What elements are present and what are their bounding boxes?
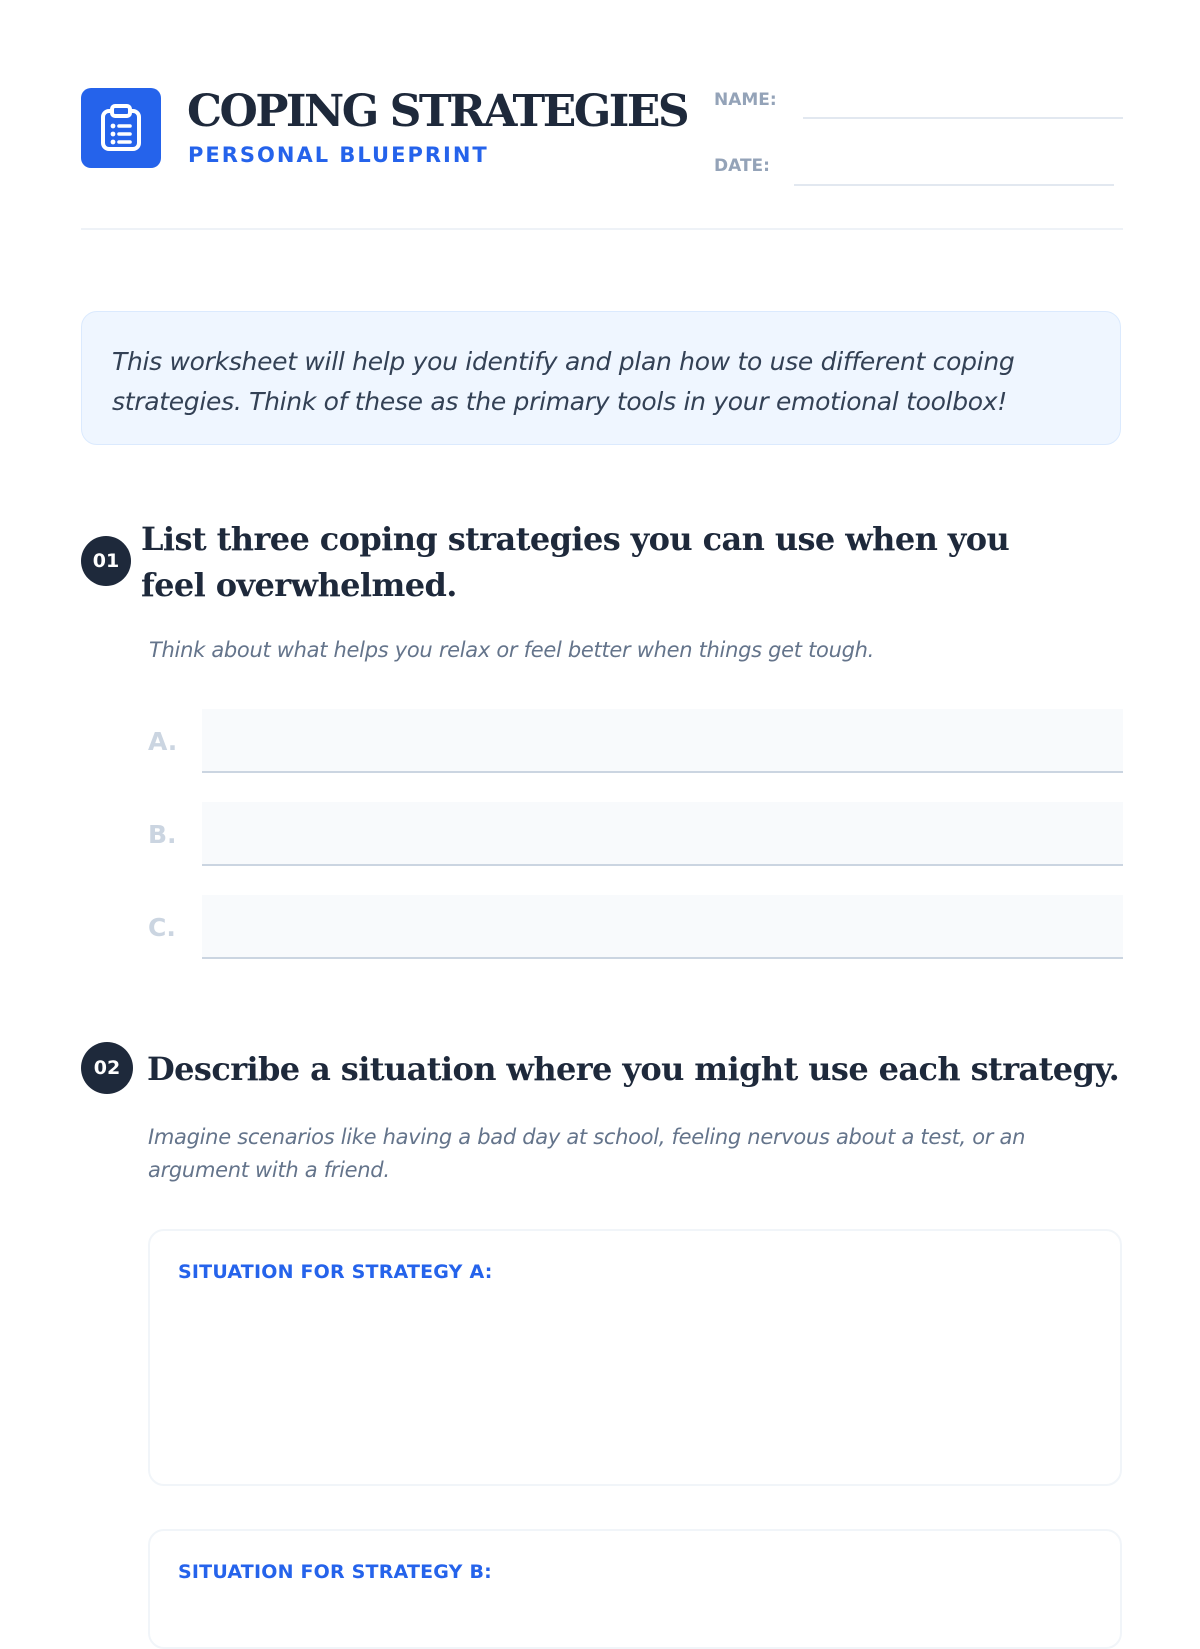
situation-b-box[interactable] (148, 1529, 1122, 1649)
name-field[interactable] (803, 117, 1123, 119)
name-label: NAME: (714, 90, 777, 110)
answer-c-label: C. (148, 913, 176, 942)
intro-text: This worksheet will help you identify and plan how to use different coping strategies. Think of these as the primary tools in your emotional toolbox! (112, 347, 1015, 416)
answer-a-field[interactable] (202, 709, 1123, 773)
clipboard-list-icon (81, 88, 161, 168)
question-1-title: List three coping strategies you can use when you feel overwhelmed. (141, 520, 1010, 604)
header-divider (81, 228, 1123, 230)
page-subtitle: PERSONAL BLUEPRINT (188, 143, 489, 167)
answer-b-label: B. (148, 820, 177, 849)
intro-callout (81, 311, 1121, 445)
situation-b-label: SITUATION FOR STRATEGY B: (178, 1561, 492, 1583)
answer-b-field[interactable] (202, 802, 1123, 866)
situation-a-label: SITUATION FOR STRATEGY A: (178, 1261, 493, 1283)
answer-a-label: A. (148, 727, 178, 756)
question-2-hint: Imagine scenarios like having a bad day at school, feeling nervous about a test, or an argument with a friend. (148, 1125, 1026, 1182)
date-field[interactable] (794, 184, 1114, 186)
question-1-number-badge: 01 (81, 536, 131, 586)
page-title: COPING STRATEGIES (187, 86, 688, 137)
date-label: DATE: (714, 156, 770, 176)
question-2-number-badge: 02 (81, 1042, 133, 1094)
worksheet-page (81, 0, 1123, 1600)
answer-c-field[interactable] (202, 895, 1123, 959)
question-2-title: Describe a situation where you might use each strategy. (147, 1050, 1120, 1088)
situation-a-box[interactable] (148, 1229, 1122, 1486)
question-1-hint: Think about what helps you relax or feel better when things get tough. (149, 638, 875, 662)
